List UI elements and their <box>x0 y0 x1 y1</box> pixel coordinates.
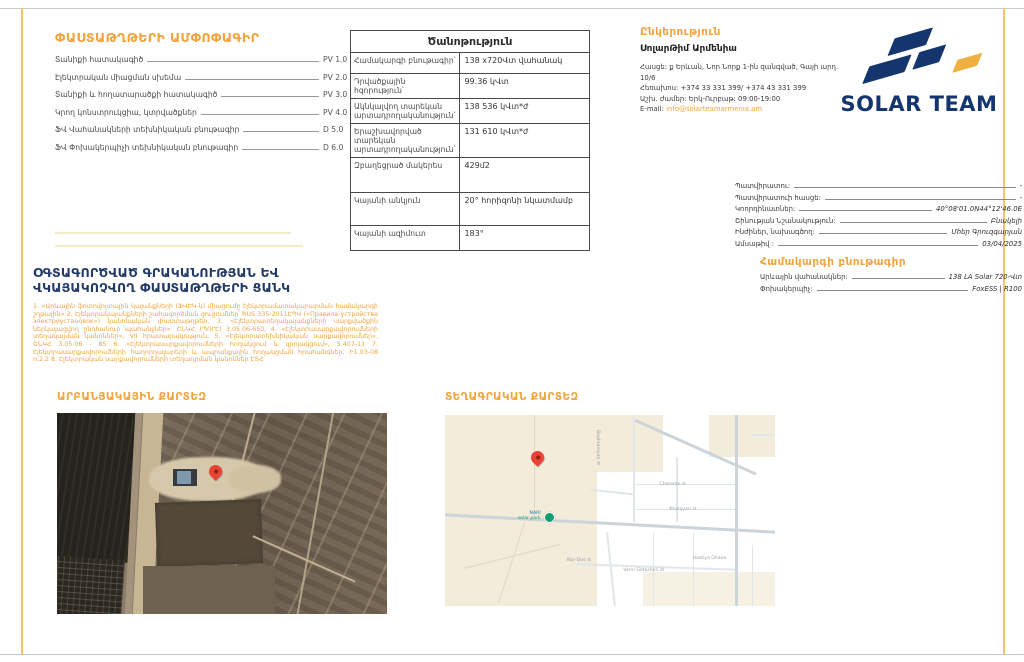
table-row <box>351 193 589 226</box>
table-row-value: 429մ2 <box>464 161 490 170</box>
table-row-value: 99.36 կՎտ <box>464 77 509 86</box>
satellite-map-title: ԱՐԲԱՆՅԱԿԱՅԻՆ ՔԱՐՏԵԶ <box>57 391 207 403</box>
building-rooftop <box>173 469 197 486</box>
detail-value: Բնակելի <box>990 216 1022 225</box>
summary-item <box>55 108 357 117</box>
table-row <box>351 99 589 124</box>
summary-item-label: Կրող կոնստրուկցիա, կտրվածքներ <box>55 107 197 117</box>
street-label: Verin Getashen st <box>623 567 665 573</box>
detail-row <box>735 240 1022 248</box>
summary-item-code: PV 3.0 <box>323 90 348 99</box>
notes-table-title: Ծանոթություն <box>351 31 589 53</box>
table-row-label: Համակարգի բնութագիր՝ <box>351 53 460 73</box>
table-row-label: Կայանի ազիմուտ <box>351 226 460 250</box>
detail-value: - <box>1019 182 1022 190</box>
project-details-section <box>735 182 1022 251</box>
summary-item-code: PV 1.0 <box>323 55 348 64</box>
summary-item-code: D 5.0 <box>323 125 344 134</box>
detail-label: Կոորդինատներ: <box>735 205 796 213</box>
detail-label: Շինության Նշանակություն: <box>735 216 836 225</box>
summary-item <box>55 55 357 64</box>
leader-line <box>794 187 1015 188</box>
system-spec-row <box>760 285 1022 293</box>
leader-line <box>185 79 319 80</box>
company-heading: Ընկերություն <box>640 26 721 38</box>
divider-line <box>55 232 291 234</box>
leader-line <box>825 199 1016 200</box>
references-body: 1. «Արևային ֆոտովոլտային կայանքների (ՖՎԷԿ-ն) միացումը էլեկտրամատակարարման համակարգի շղթային» 2. Էլեկտրակայանքների շահագործման ցուցումներ՝ RUS 335-2011ԷՊՎ («Правила устройства электроустановок») կանոնական փաստաթղթեր, 3. «Էլեկտրատեղակայանքների սարքվածքին ներկայացվող ընդհանուր պահանջներ»՝ ՇՆԿՀ (ՊՈՒԷ) 3.05.06-650, 4. «Էլեկտրասարքավորումների տեղակայման կանոններ», VII հրատարակություն, 5. «Էլեկտրատեխնիկական սարքավորումներ», ՇՆԿՀ 3.05.06 - 85 6. «Էլեկտրասարքավորումների հողակցում և զրոյակցում», 5.407-11 7. Էլեկտրասարքավորումների հաղորդալարերի և ապրանքային հողակցման հրահանգներ, Ի1.03-08 ո.2.2 8. Էլեկտրական սարքավորումների տեղադրման կանոններ ԷՏՀ <box>33 303 378 364</box>
satellite-orchard <box>57 555 125 614</box>
documents-summary-list <box>55 55 357 152</box>
detail-row <box>735 205 1022 213</box>
table-row <box>351 74 589 99</box>
detail-value: - <box>1019 193 1022 202</box>
company-email-row <box>640 104 845 115</box>
table-row <box>351 158 589 193</box>
system-spec-value: 138 LA Solar 720-Վտ <box>948 273 1022 281</box>
company-hours: Աշխ. ժամեր: Երկ-Ուրբաթ: 09:00-19:00 <box>640 94 781 103</box>
page-top-edge <box>0 8 1024 9</box>
table-row-value: 20° հորիզոնի նկատմամբ <box>464 196 574 205</box>
table-row-label: Կայանի անկյուն <box>351 193 460 225</box>
system-spec-row <box>760 273 1022 281</box>
street-label: Baghramyan st <box>595 430 601 466</box>
detail-row <box>735 182 1022 190</box>
satellite-map <box>57 413 387 614</box>
leader-line <box>817 290 969 291</box>
leader-line <box>852 278 945 279</box>
documents-summary-section <box>55 30 357 160</box>
references-section <box>33 265 378 364</box>
detail-row <box>735 217 1022 225</box>
notes-table-body <box>351 53 589 250</box>
topo-map-title: ՏԵՂԱԳՐԱԿԱՆ ՔԱՐՏԵԶ <box>445 391 579 403</box>
leader-line <box>799 210 932 211</box>
street-label: Khanjyan st <box>669 506 697 512</box>
table-row-label: Զբաղեցրած մակերես <box>351 158 460 192</box>
system-spec-rows <box>760 273 1022 293</box>
table-row <box>351 226 589 250</box>
divider-line <box>55 245 303 247</box>
page-left-border <box>21 8 23 654</box>
street-label: Charents st <box>659 481 686 487</box>
detail-row <box>735 194 1022 202</box>
table-row-value: 138 x720Վտ վահանակ <box>464 56 563 65</box>
detail-value: 03/04/2025 <box>982 239 1022 248</box>
detail-value: 40°08'01.0N44°12'46.0E <box>936 205 1022 213</box>
summary-item-label: Էլեկտրական միացման սխեմա <box>55 72 182 82</box>
references-heading: ՕԳՏԱԳՈՐԾՎԱԾ ԳՐԱԿԱՆՈՒԹՅԱՆ ԵՎ ՎԿԱՅԱԿՈՉՎՈՂ ՓԱՍՏԱԹՂԹԵՐԻ ՑԱՆԿ <box>33 265 291 295</box>
detail-label: Պատվիրատուի հասցե: <box>735 193 821 202</box>
leader-line <box>243 131 319 132</box>
poi-label: NARI solar park <box>517 510 541 521</box>
system-spec-label: Արևային վահանակներ: <box>760 273 848 281</box>
system-spec-section <box>760 256 1022 296</box>
leader-line <box>221 96 319 97</box>
company-section <box>640 26 845 115</box>
system-spec-value: FoxESS | R100 <box>972 284 1022 293</box>
summary-item-code: PV 4.0 <box>323 107 348 117</box>
documents-summary-title: ՓԱՍՏԱԹՂԹԵՐԻ ԱՄՓՈՓԱԳԻՐ <box>55 30 260 45</box>
summary-item-code: D 6.0 <box>323 142 344 152</box>
table-row-label: Դրվածքային հզորություն՝ <box>351 74 460 98</box>
solar-team-logo <box>828 30 1010 122</box>
detail-label: Ամսաթիվ : <box>735 239 775 248</box>
cross-road <box>735 415 738 606</box>
leader-line <box>242 149 319 150</box>
table-row-label: Ակնկալվող տարեկան արտադրողականություն՝ <box>351 99 460 123</box>
topographic-map <box>445 415 775 606</box>
summary-item <box>55 73 357 82</box>
summary-item <box>55 125 357 134</box>
table-row-value: 131 610 կՎտ*ժ <box>464 127 529 136</box>
detail-row <box>735 228 1022 236</box>
table-row <box>351 124 589 158</box>
leader-line <box>819 233 947 234</box>
table-row-label: Երաշխավորված տարեկան արտադրողականություն՝ <box>351 124 460 157</box>
page-bottom-edge <box>0 654 1024 655</box>
system-spec-label: Փոխակերպիչ: <box>760 284 813 293</box>
company-name: ՍոլարԹիմ Արմենիա <box>640 44 737 54</box>
summary-item-code: PV 2.0 <box>323 72 348 82</box>
detail-label: Պատվիրատու: <box>735 182 791 190</box>
leader-line <box>201 114 319 115</box>
logo-wordmark: SOLAR TEAM <box>840 92 998 116</box>
summary-item-label: Տանիքի և հողատարածքի հատակագիծ <box>55 90 218 99</box>
leader-line <box>147 61 319 62</box>
leader-line <box>840 222 987 223</box>
detail-label: Ինժիներ, նախագծող: <box>735 228 815 236</box>
summary-item <box>55 90 357 99</box>
company-address: Հասցե: ք Երևան, Նոր Նորք 1-ին զանգված, Գայի արղ. 10/6 <box>640 63 839 82</box>
table-row-value: 183° <box>464 229 484 238</box>
summary-item-label: ՖՎ Փոխակերպիչի տեխնիկական բնութագիր <box>55 142 239 152</box>
street-label: Hastiya Ghana <box>692 556 727 562</box>
summary-item-label: ՖՎ Վահանակների տեխնիկական բնութագիր <box>55 125 240 134</box>
summary-item <box>55 143 357 152</box>
satellite-dark-field <box>57 413 138 563</box>
table-row <box>351 53 589 74</box>
leader-line <box>778 245 978 246</box>
company-email-link[interactable]: info@solarteamarmenia.am <box>666 105 763 113</box>
notes-table <box>350 30 590 251</box>
detail-value: Մհեր Գրուզգարյան <box>951 228 1022 236</box>
summary-item-label: Տանիքի հատակագիծ <box>55 55 144 64</box>
table-row-value: 138 536 կՎտ*ժ <box>464 102 529 111</box>
street-label: Nar-Dos st <box>567 558 591 564</box>
company-email-label: E-mail: <box>640 105 664 113</box>
system-spec-heading: Համակարգի բնութագիր <box>760 256 906 268</box>
company-phone: Հեռախոս: +374 33 331 399/ +374 43 331 399 <box>640 84 807 92</box>
